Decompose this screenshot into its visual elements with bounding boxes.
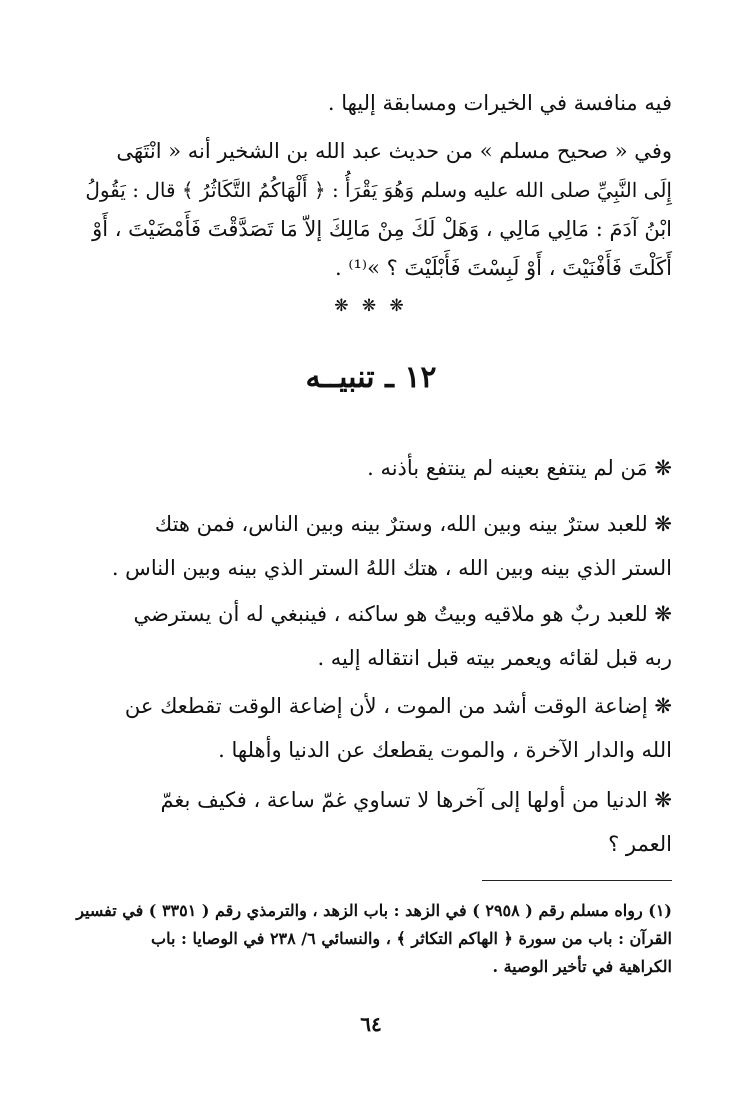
paragraph-5 xyxy=(76,778,672,866)
text-line: إِلَى النَّبِيِّ صلى الله عليه وسلم وَهُوَ يَقْرَأُ : ﴿ أَلْهَاكُمُ التَّكَاثُرُ ﴾ قال : يَقُولُ xyxy=(85,178,672,202)
text-line: ❋ الدنيا من أولها إلى آخرها لا تساوي غمّ ساعة ، فكيف بغمّ xyxy=(160,788,672,812)
text-line: ❋ للعبد ربٌ هو ملاقيه وبيتٌ هو ساكنه ، فينبغي له أن يسترضي xyxy=(133,602,672,626)
paragraph-4 xyxy=(76,684,672,772)
footnote-separator xyxy=(482,880,672,881)
hadith-text xyxy=(76,132,672,288)
text-line: ابْنُ آدَمَ : مَالِي مَالِي ، وَهَلْ لَكَ مِنْ مَالِكَ إلاّ مَا تَصَدَّقْتَ فَأَمْضَيْتَ ، أَوْ xyxy=(92,217,672,241)
paragraph-3 xyxy=(76,592,672,680)
text-line: الستر الذي بينه وبين الله ، هتك اللهُ الستر الذي بينه وبين الناس . xyxy=(111,556,672,580)
text-line: العمر ؟ xyxy=(608,832,672,856)
text-line: ربه قبل لقائه ويعمر بيته قبل انتقاله إليه . xyxy=(317,646,672,670)
paragraph-2 xyxy=(76,502,672,590)
text-line: وفي « صحيح مسلم » من حديث عبد الله بن الشخير أنه « انْتَهَى xyxy=(116,139,672,163)
footnote-line: الكراهية في تأخير الوصية . xyxy=(492,957,672,976)
text-line: ❋ للعبد سترٌ بينه وبين الله، وسترٌ بينه وبين الناس، فمن هتك xyxy=(154,512,672,536)
footnote-line: القرآن : باب من سورة ﴿ الهاكم التكاثر ﴾ ، والنسائي ٦/ ٢٣٨ في الوصايا : باب xyxy=(151,929,672,948)
text-line: ❋ مَن لم ينتفع بعينه لم ينتفع بأذنه . xyxy=(367,456,672,480)
footnote-line: (١) رواه مسلم رقم ( ٢٩٥٨ ) في الزهد : باب الزهد ، والترمذي رقم ( ٣٣٥١ ) في تفسير xyxy=(76,901,672,920)
section-divider: ❋ ❋ ❋ xyxy=(334,296,408,316)
text-line: الله والدار الآخرة ، والموت يقطعك عن الدنيا وأهلها . xyxy=(218,738,672,762)
page-number: ٦٤ xyxy=(360,1012,382,1036)
paragraph-1 xyxy=(76,446,672,490)
text-line: أَكَلْتَ فَأَفْنَيْتَ ، أَوْ لَبِسْتَ فَأَبْلَيْتَ ؟ »⁽¹⁾ . xyxy=(334,256,672,280)
intro-text xyxy=(76,84,672,123)
footnote xyxy=(76,897,672,981)
text-line: ❋ إضاعة الوقت أشد من الموت ، لأن إضاعة الوقت تقطعك عن xyxy=(124,694,672,718)
section-heading: ١٢ ـ تنبيــه xyxy=(305,360,437,395)
text-line: فيه منافسة في الخيرات ومسابقة إليها . xyxy=(327,91,672,115)
